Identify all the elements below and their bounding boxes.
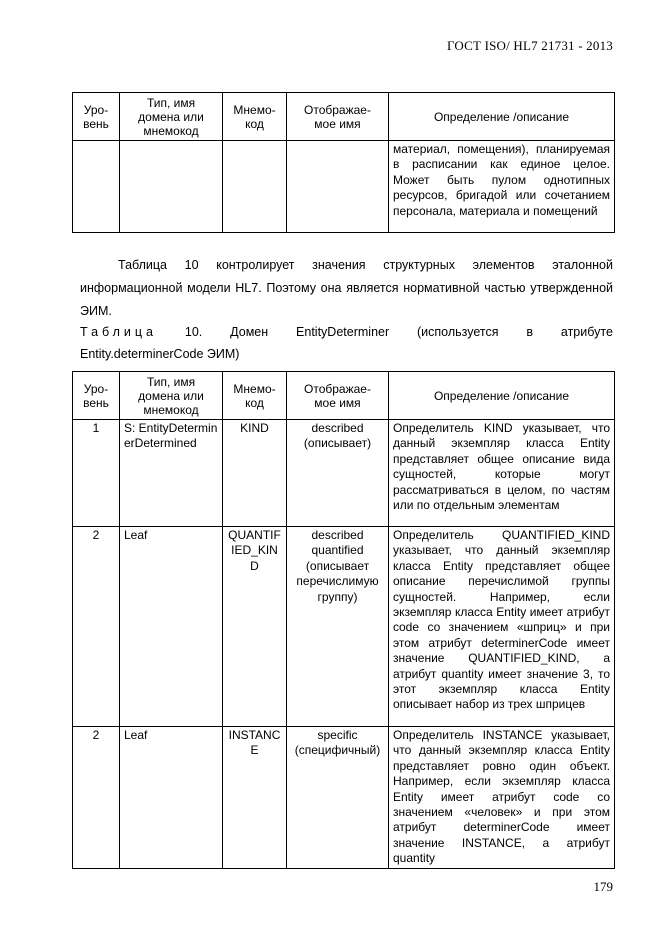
cell-display-name: described quantified (описывает перечислимую группу): [287, 527, 389, 727]
cell-level: 1: [73, 420, 120, 527]
col-code-header: Мнемо- код: [223, 372, 287, 420]
cell-definition: Определитель QUANTIFIED_KIND указывает, что данный экземпляр класса Entity представляет общее описание перечислимой группы сущностей. Например, если экземпляр класса Entity имеет атрибут code со значением «шприц» и при этом атрибут determinerCode имеет значение QUANTIFIED_KIND, а атрибут quantity имеет значение 3, то этот экземпляр класса Entity описывает набор из трех шприцев: [389, 527, 615, 727]
table-row: [73, 727, 615, 869]
caption-line-1: [80, 321, 613, 343]
cell-type: Leaf: [120, 727, 223, 869]
caption-word: EntityDeterminer: [296, 325, 390, 339]
cell-code: QUANTIFIED_KIND: [223, 527, 287, 727]
cell-definition: Определитель INSTANCE указывает, что данный экземпляр класса Entity представляет ровно один объект. Например, если экземпляр класса Entity имеет атрибут code со значением «человек» и при этом атрибут determinerCode имеет значение INSTANCE, а атрибут quantity: [389, 727, 615, 869]
table-row: [73, 527, 615, 727]
cell-code: KIND: [223, 420, 287, 527]
cell-type: [120, 141, 223, 233]
cell-definition: Определитель KIND указывает, что данный экземпляр класса Entity представляет общее описание вида сущностей, которые могут рассматриваться в целом, по частям или по отдельным элементам: [389, 420, 615, 527]
page-number: 179: [593, 879, 613, 894]
caption-word: в: [526, 325, 534, 339]
col-definition-header: Определение /описание: [389, 93, 615, 141]
col-level-header: Уро- вень: [73, 372, 120, 420]
cell-display-name: described (описывает): [287, 420, 389, 527]
caption-line-2: Entity.determinerCode ЭИМ): [80, 347, 240, 361]
table-entity-determiner: [72, 371, 615, 869]
cell-definition: материал, помещения), планируемая в расписании как единое целое. Может быть пулом однотипных ресурсов, бригадой или сочетанием персонала, материала и помещений: [389, 141, 615, 233]
cell-code: [223, 141, 287, 233]
cell-display-name: [287, 141, 389, 233]
cell-level: 2: [73, 527, 120, 727]
caption-word: Домен: [230, 325, 269, 339]
cell-type: S: EntityDeterminerDetermined: [120, 420, 223, 527]
col-display-header: Отображае- мое имя: [287, 93, 389, 141]
page-header: ГОСТ ISO/ HL7 21731 - 2013: [446, 38, 613, 53]
table-row: [73, 420, 615, 527]
caption-word: атрибуте: [560, 325, 613, 339]
col-definition-header: Определение /описание: [389, 372, 615, 420]
table-row: [73, 141, 615, 233]
caption-word: Таблица: [80, 325, 158, 339]
table-caption: [80, 321, 613, 365]
col-display-header: Отображае- мое имя: [287, 372, 389, 420]
cell-level: [73, 141, 120, 233]
cell-display-name: specific (специфичный): [287, 727, 389, 869]
cell-code: INSTANCE: [223, 727, 287, 869]
caption-word: (используется: [417, 325, 499, 339]
cell-type: Leaf: [120, 527, 223, 727]
cell-level: 2: [73, 727, 120, 869]
paragraph: Таблица 10 контролирует значения структурных элементов эталонной информационной модели HL7. Поэтому она является нормативной частью утвержденной ЭИМ.: [80, 258, 613, 318]
col-code-header: Мнемо- код: [223, 93, 287, 141]
col-type-header: Тип, имя домена или мнемокод: [120, 372, 223, 420]
caption-word: 10.: [184, 325, 203, 339]
table-continued: [72, 92, 615, 233]
col-level-header: Уро- вень: [73, 93, 120, 141]
col-type-header: Тип, имя домена или мнемокод: [120, 93, 223, 141]
